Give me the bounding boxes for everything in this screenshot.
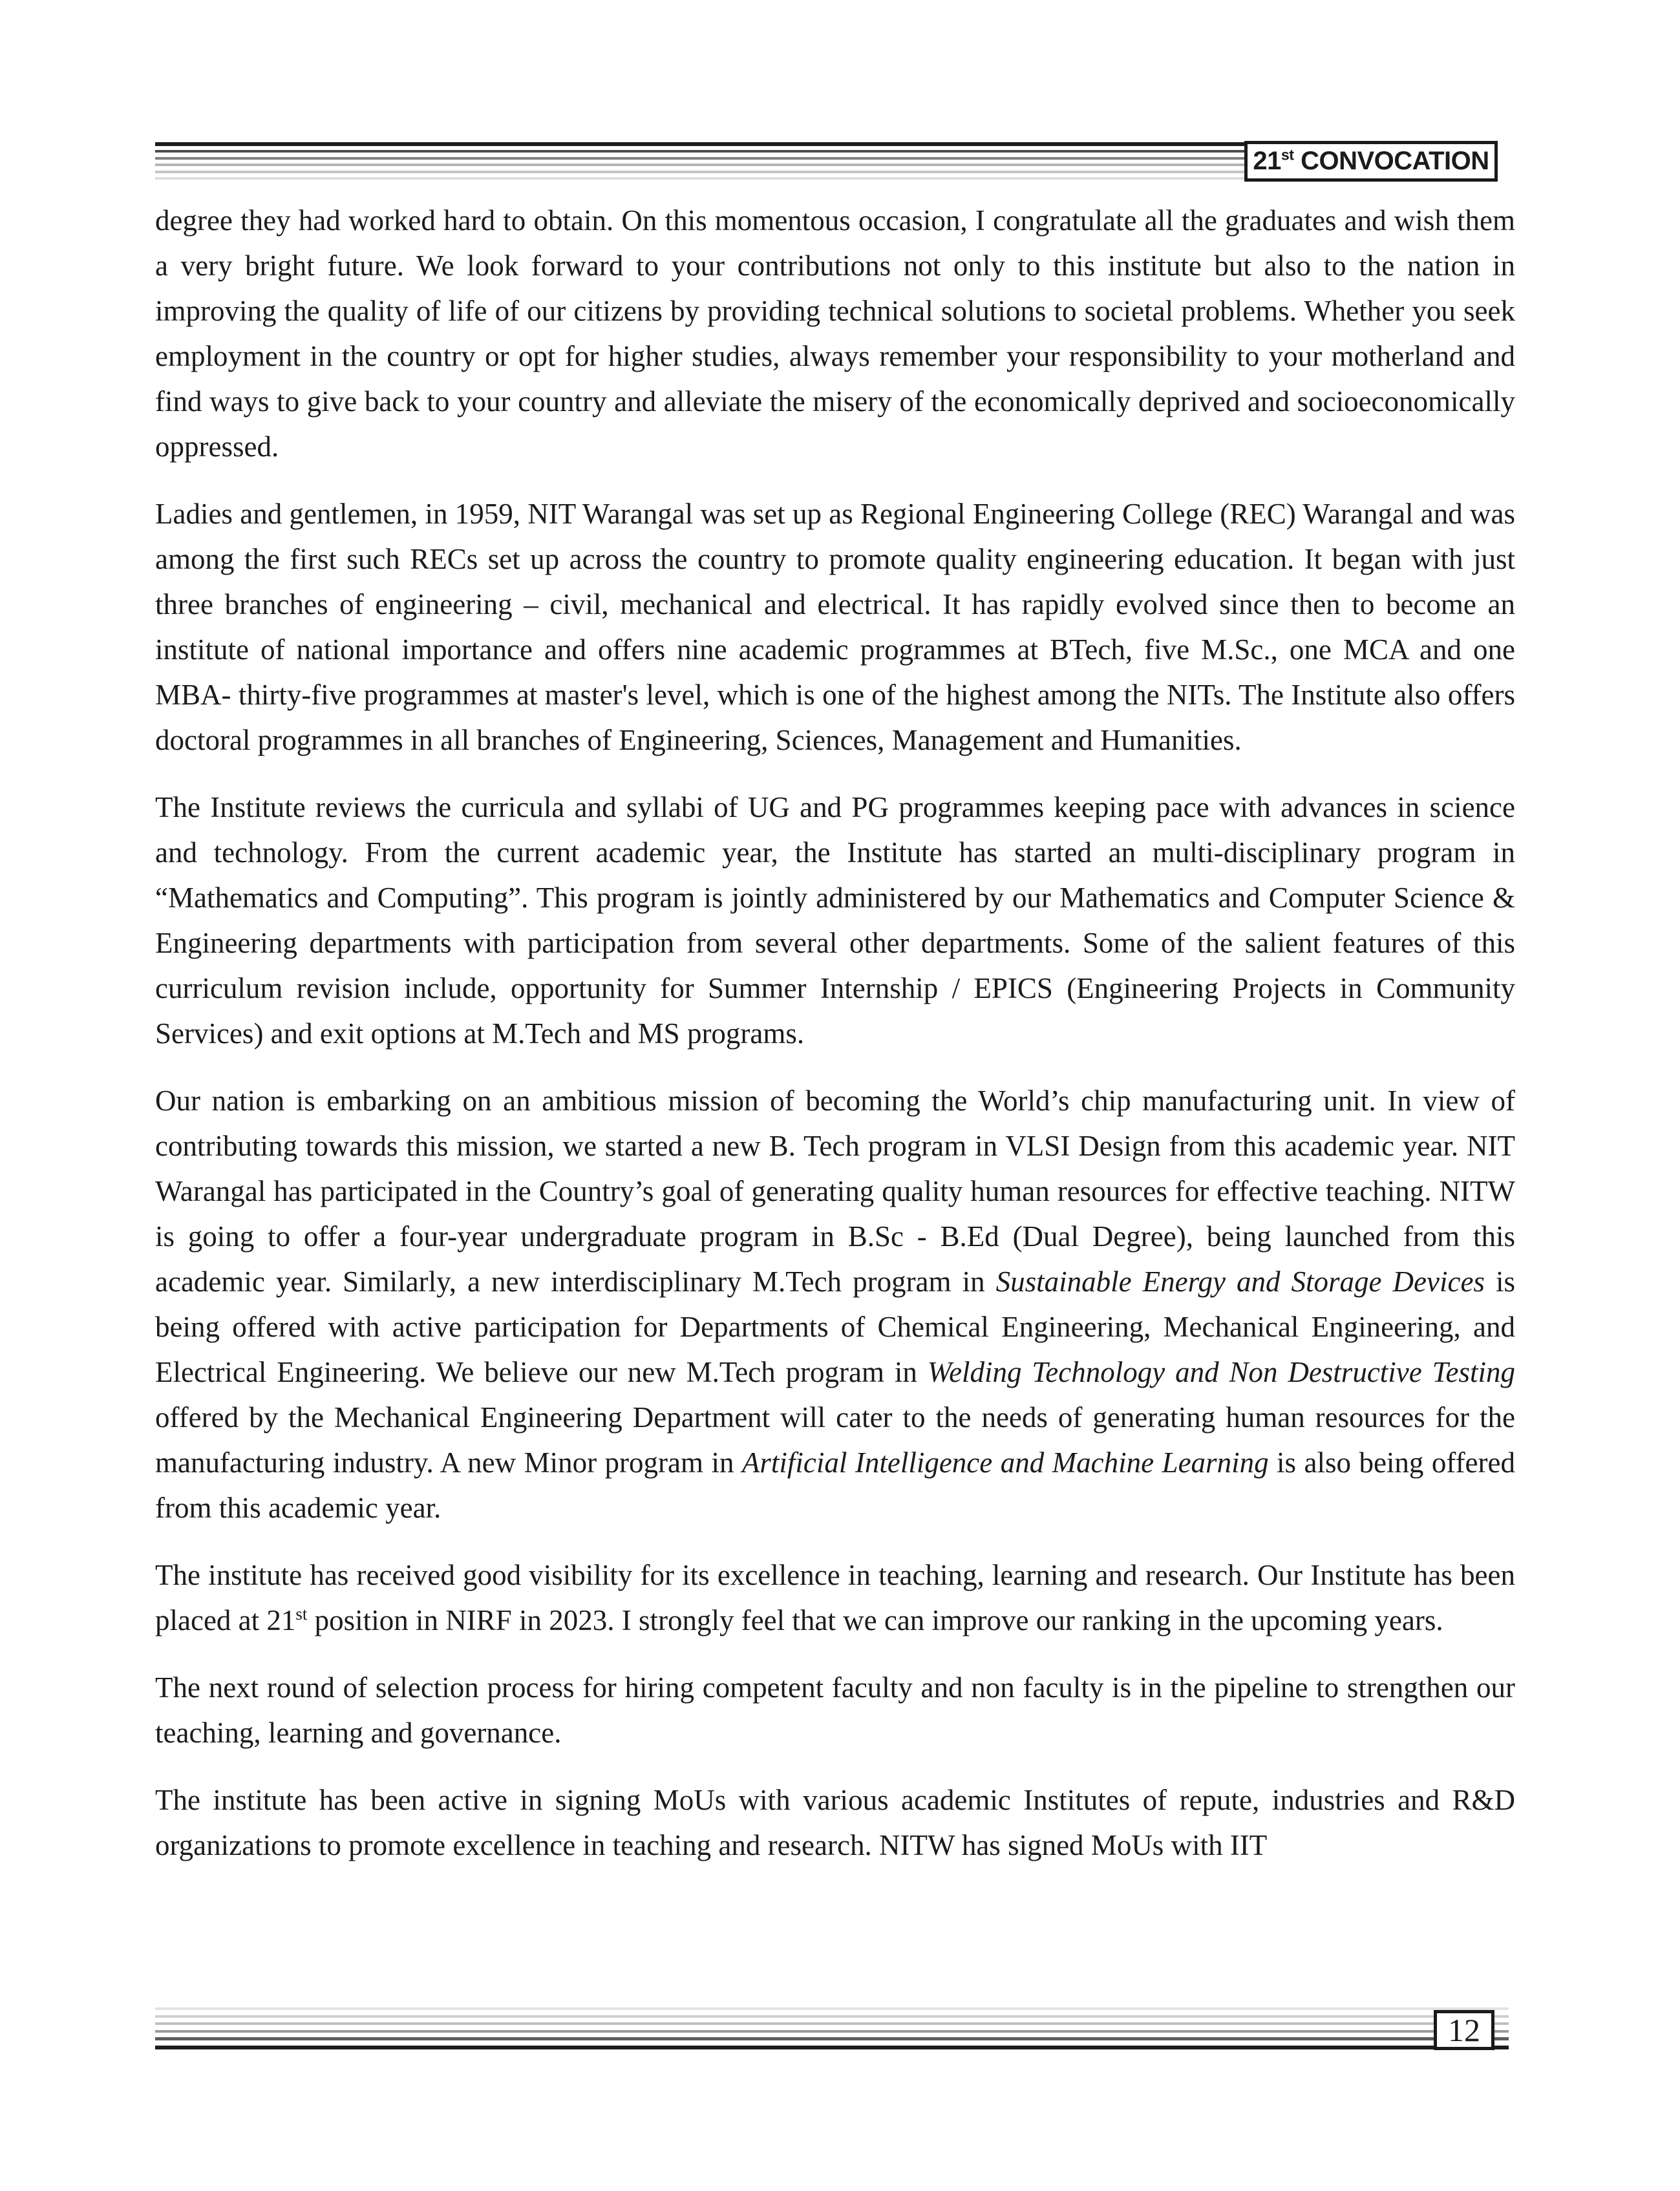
text-run: is being offered with active participation for Departments of Chemical Engineering, Mechanical Engineering, and Electrical Engineering. We believe our new M.Tech program in [155, 1265, 1516, 1388]
superscript-text: st [295, 1604, 308, 1624]
italic-text: Sustainable Energy and Storage Devices [995, 1265, 1485, 1298]
page-number-badge [1434, 2010, 1494, 2050]
body-paragraph [155, 1078, 1515, 1530]
text-run: Ladies and gentlemen, in 1959, NIT Warangal was set up as Regional Engineering College (REC) Warangal and was among the first such RECs set up across the country to promote quality engineering education. It began with just three branches of engineering – civil, mechanical and electrical. It has rapidly evolved since then to become an institute of national importance and offers nine academic programmes at BTech, five M.Sc., one MCA and one MBA- thirty-five programmes at master's level, which is one of the highest among the NITs. The Institute also offers doctoral programmes in all branches of Engineering, Sciences, Management and Humanities. [155, 498, 1515, 756]
body-paragraph [155, 491, 1515, 763]
footer-rule [155, 2007, 1509, 2049]
rule-stripe [155, 177, 1247, 180]
body-paragraph [155, 1665, 1515, 1755]
body-paragraph [155, 785, 1515, 1056]
text-run: The institute has received good visibility for its excellence in teaching, learning and research. Our Institute has been placed at 21 [155, 1559, 1515, 1636]
rule-stripe [155, 157, 1247, 160]
text-run: Our nation is embarking on an ambitious mission of becoming the World’s chip manufacturing unit. In view of contributing towards this mission, we started a new B. Tech program in VLSI Design from this academic year. NIT Warangal has participated in the Country’s goal of generating quality human resources for effective teaching. NITW is going to offer a four-year undergraduate program in B.Sc - B.Ed (Dual Degree), being launched from this academic year. Similarly, a new interdisciplinary M.Tech program in [155, 1085, 1515, 1298]
rule-stripe [155, 2037, 1509, 2040]
rule-stripe [155, 2046, 1509, 2049]
body-paragraph [155, 198, 1515, 469]
rule-stripe [155, 164, 1247, 166]
speech-text [155, 198, 1515, 1868]
header-rule [155, 142, 1247, 180]
rule-stripe [155, 2022, 1509, 2025]
text-run: The next round of selection process for hiring competent faculty and non faculty is in the pipeline to strengthen our teaching, learning and governance. [155, 1671, 1515, 1749]
text-run: The Institute reviews the curricula and syllabi of UG and PG programmes keeping pace with advances in science and technology. From the current academic year, the Institute has started an multi-disciplinary program in “Mathematics and Computing”. This program is jointly administered by our Mathematics and Computer Science & Engineering departments with participation from several other departments. Some of the salient features of this curriculum revision include, opportunity for Summer Internship / EPICS (Engineering Projects in Community Services) and exit options at M.Tech and MS programs. [155, 791, 1515, 1050]
text-run: 21 [1253, 147, 1281, 175]
convocation-badge-title [1253, 147, 1489, 176]
rule-stripe [155, 150, 1247, 153]
italic-text: Artificial Intelligence and Machine Learning [741, 1446, 1269, 1479]
page-number: 12 [1448, 2012, 1480, 2048]
rule-stripe [155, 2015, 1509, 2018]
text-run: CONVOCATION [1293, 147, 1489, 175]
rule-stripe [155, 2030, 1509, 2033]
italic-text: Welding Technology and Non Destructive Testing [927, 1356, 1515, 1388]
text-run: position in NIRF in 2023. I strongly feel that we can improve our ranking in the upcoming years. [307, 1604, 1443, 1636]
footer [155, 2006, 1509, 2050]
rule-stripe [155, 171, 1247, 173]
rule-stripe [155, 2007, 1509, 2010]
rule-stripe [155, 142, 1247, 146]
superscript-text: st [1281, 146, 1294, 164]
text-run: The institute has been active in signing MoUs with various academic Institutes of repute, industries and R&D organizations to promote excellence in teaching and research. NITW has signed MoUs with IIT [155, 1784, 1515, 1861]
text-run: degree they had worked hard to obtain. On this momentous occasion, I congratulate all the graduates and wish them a very bright future. We look forward to your contributions not only to this institute but also to the nation in improving the quality of life of our citizens by providing technical solutions to societal problems. Whether you seek employment in the country or opt for higher studies, always remember your responsibility to your motherland and find ways to give back to your country and alleviate the misery of the economically deprived and socioeconomically oppressed. [155, 204, 1515, 463]
header [155, 141, 1498, 182]
body-paragraph [155, 1552, 1515, 1643]
text-run: offered by the Mechanical Engineering Department will cater to the needs of generating human resources for the manufacturing industry. A new Minor program in [155, 1401, 1515, 1479]
body-paragraph [155, 1777, 1515, 1868]
convocation-badge [1244, 141, 1498, 182]
text-run: is also being offered from this academic year. [155, 1446, 1515, 1524]
